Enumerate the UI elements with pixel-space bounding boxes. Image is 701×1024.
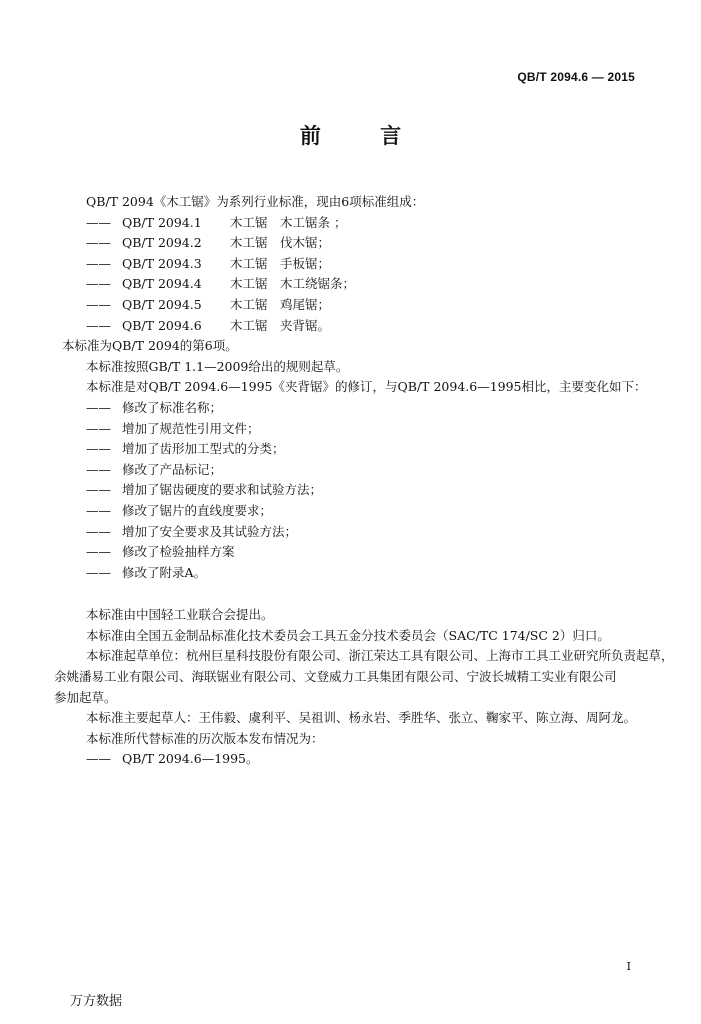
drafters-line: 本标准主要起草人：王伟毅、虞利平、吴祖训、杨永岩、季胜华、张立、鞠家平、陈立海、周阿龙。 [86,710,637,726]
rule-line: 本标准按照GB/T 1.1—2009给出的规则起草。 [86,358,349,374]
dash-mark: —— [86,214,111,230]
change-item [62,460,642,481]
standard-category: 木工锯 [230,296,268,312]
drafting-org-line-2: 余姚潘易工业有限公司、海联锯业有限公司、文登威力工具集团有限公司、宁波长城精工实业有限公司 [54,669,617,685]
proposed-line: 本标准由中国轻工业联合会提出。 [86,607,274,623]
revision-line: 本标准是对QB/T 2094.6—1995《夹背锯》的修订，与QB/T 2094.6—1995相比，主要变化如下： [86,379,647,395]
dash-mark: —— [86,544,111,560]
change-text: 修改了产品标记； [122,461,223,477]
change-text: 修改了检验抽样方案 [122,544,235,560]
standard-code-ref: QB/T 2094.4 [122,276,202,292]
standard-code: QB/T 2094.6 — 2015 [517,70,635,84]
changes-list [62,398,642,583]
page-title: 前 言 [299,124,428,148]
dash-mark: —— [86,235,111,251]
standard-item [62,213,642,234]
drafting-org-line-1: 本标准起草单位：杭州巨星科技股份有限公司、浙江荣达工具有限公司、上海市工具工业研究所负责起草， [86,648,674,664]
change-text: 修改了附录A。 [122,564,207,580]
dash-mark: —— [86,441,111,457]
history-item [62,749,642,770]
change-item [62,439,642,460]
standard-name: 手板锯； [280,255,331,271]
history-list [62,749,642,770]
standard-category: 木工锯 [230,255,268,271]
standard-category: 木工锯 [230,317,268,333]
dash-mark: —— [86,420,111,436]
change-text: 增加了齿形加工型式的分类； [122,441,285,457]
change-item [62,522,642,543]
standard-code-ref: QB/T 2094.2 [122,235,202,251]
dash-mark: —— [86,564,111,580]
standard-item [62,316,642,337]
standard-item [62,233,642,254]
standard-category: 木工锯 [230,276,268,292]
history-intro-line: 本标准所代替标准的历次版本发布情况为： [86,730,324,746]
standard-name: 木工绕锯条； [280,276,356,292]
standard-code-ref: QB/T 2094.3 [122,255,202,271]
dash-mark: —— [86,276,111,292]
dash-mark: —— [86,502,111,518]
standard-code-ref: QB/T 2094.6 [122,317,202,333]
intro-line: QB/T 2094《木工锯》为系列行业标准，现由6项标准组成： [86,194,425,209]
dash-mark: —— [86,296,111,312]
standard-category: 木工锯 [230,235,268,251]
standard-name: 伐木锯； [280,235,331,251]
standard-name: 木工锯条 ； [280,214,347,230]
change-item [62,542,642,563]
change-item [62,501,642,522]
dash-mark: —— [86,461,111,477]
change-text: 增加了规范性引用文件； [122,420,260,436]
dash-mark: —— [86,751,111,767]
standard-item [62,254,642,275]
dash-mark: —— [86,255,111,271]
standard-item [62,295,642,316]
change-item [62,480,642,501]
dash-mark: —— [86,482,111,498]
standard-item [62,274,642,295]
dash-mark: —— [86,317,111,333]
change-text: 修改了标准名称； [122,399,223,415]
standard-category: 木工锯 [230,214,268,230]
standards-list [62,213,642,337]
dash-mark: —— [86,523,111,539]
change-item [62,419,642,440]
page-number: I [626,960,631,973]
change-text: 增加了安全要求及其试验方法； [122,523,298,539]
standard-code-ref: QB/T 2094.1 [122,214,202,230]
change-item [62,563,642,584]
change-text: 修改了锯片的直线度要求； [122,502,273,518]
standard-name: 夹背锯。 [280,317,331,333]
managed-line: 本标准由全国五金制品标准化技术委员会工具五金分技术委员会（SAC/TC 174/SC 2）归口。 [86,627,610,643]
drafting-org-line-3: 参加起草。 [54,689,117,705]
history-text: QB/T 2094.6—1995。 [122,751,259,767]
change-item [62,398,642,419]
standard-code-ref: QB/T 2094.5 [122,296,202,312]
change-text: 增加了锯齿硬度的要求和试验方法； [122,482,323,498]
footer-watermark: 万方数据 [70,994,123,1009]
part-line: 本标准为QB/T 2094的第6项。 [62,338,238,354]
foreword-content [54,192,674,770]
standard-name: 鸡尾锯； [280,296,331,312]
dash-mark: —— [86,399,111,415]
